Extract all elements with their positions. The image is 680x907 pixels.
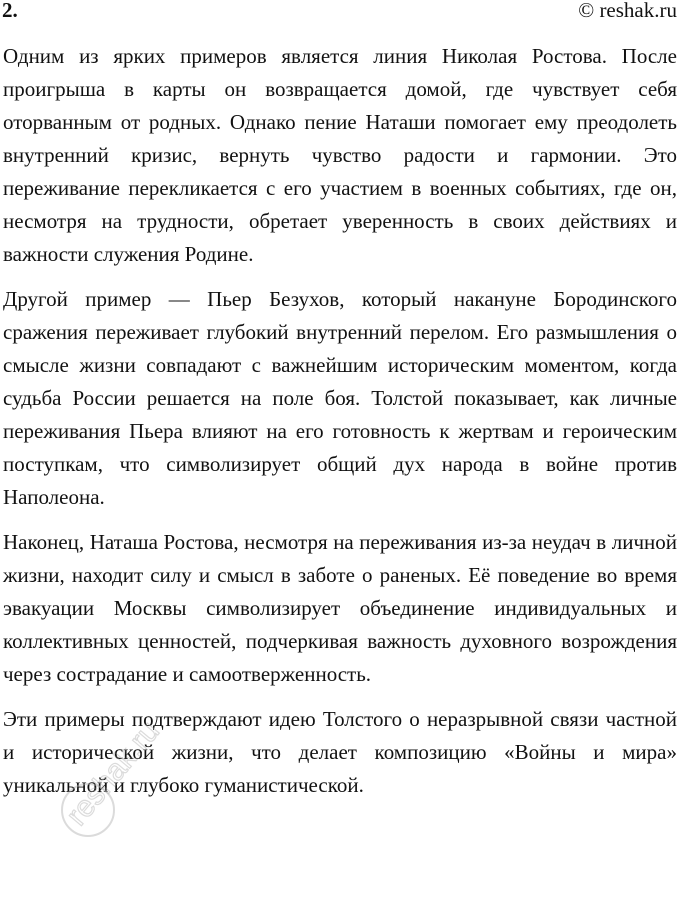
paragraph-3: Наконец, Наташа Ростова, несмотря на переживания из-за неудач в личной жизни, находит силу и смысл в заботе о раненых. Её поведение во время эвакуации Москвы символизирует объединение индивидуальных и коллективных ценностей, подчеркивая важность духовного возрождения через сострадание и самоотверженность. [3, 530, 677, 686]
paragraph-1: Одним из ярких примеров является линия Николая Ростова. После проигрыша в карты он возвращается домой, где чувствует себя оторванным от родных. Однако пение Наташи помогает ему преодолеть внутренний кризис, вернуть чувство радости и гармонии. Это переживание перекликается с его участием в военных событиях, где он, несмотря на трудности, обретает уверенность в своих действиях и важности служения Родине. [3, 44, 677, 266]
site-copyright-label: © reshak.ru [578, 0, 677, 22]
paragraph-4: Эти примеры подтверждают идею Толстого о неразрывной связи частной и исторической жизни, что делает композицию «Войны и мира» уникальной и глубоко гуманистической. [3, 707, 677, 797]
page-header [0, 0, 680, 24]
answer-text [3, 40, 677, 814]
paragraph-2: Другой пример — Пьер Безухов, который накануне Бородинского сражения переживает глубокий внутренний перелом. Его размышления о смысле жизни совпадают с важнейшим историческим моментом, когда судьба России решается на поле боя. Толстой показывает, как личные переживания Пьера влияют на его готовность к жертвам и героическим поступкам, что символизирует общий дух народа в войне против Наполеона. [3, 287, 677, 509]
watermark-text: reshak.ru [60, 714, 166, 832]
task-number: 2. [2, 0, 18, 22]
